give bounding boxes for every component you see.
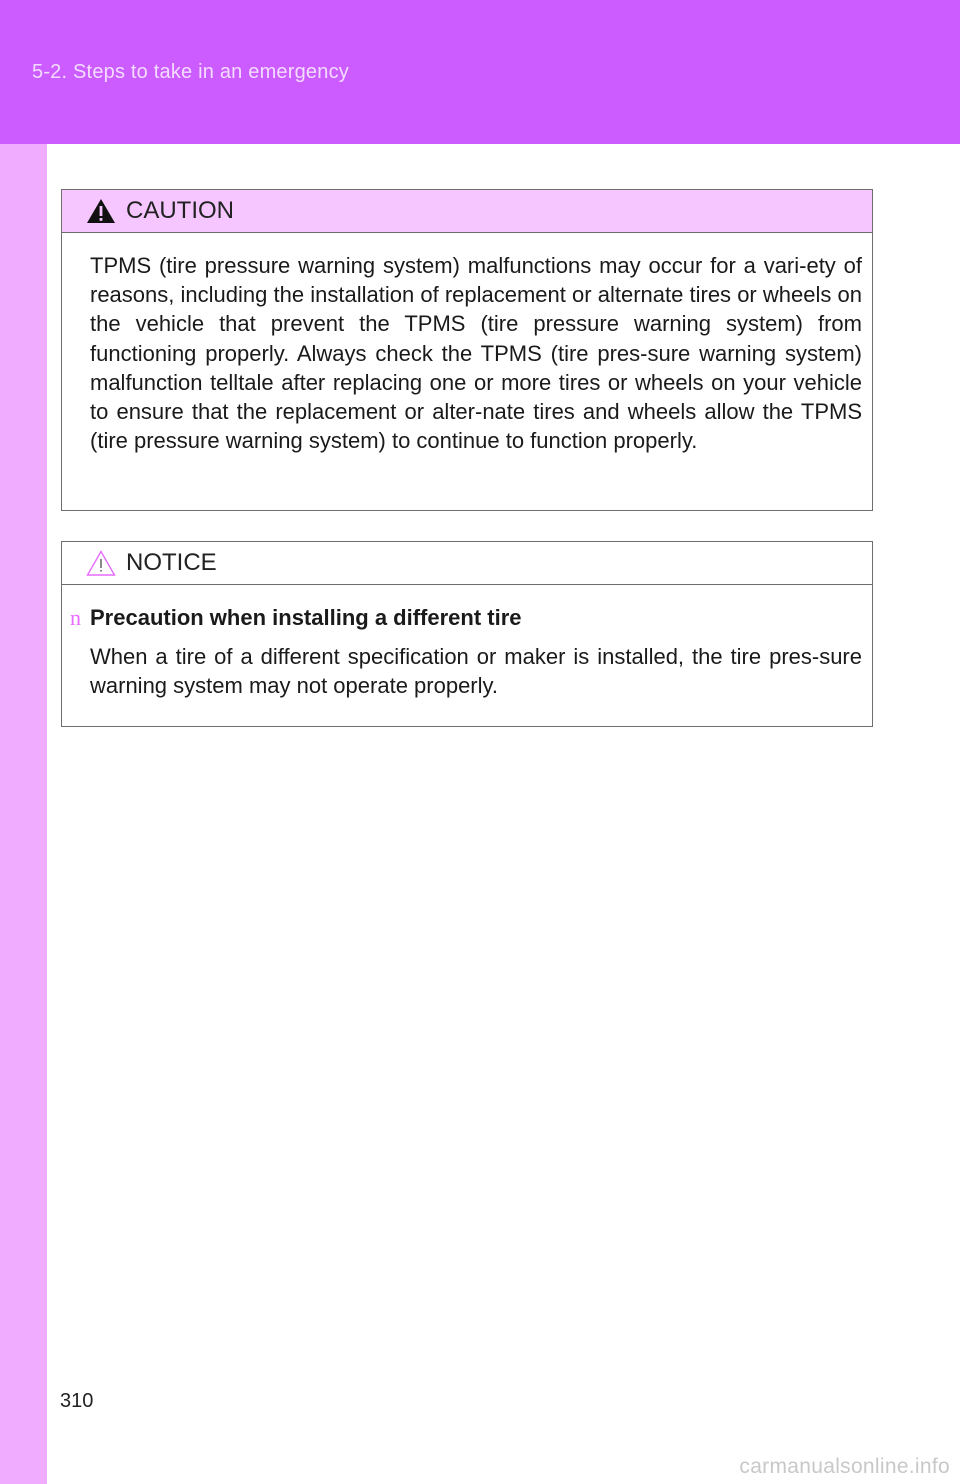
page-number: 310 [60, 1390, 94, 1412]
side-band [0, 144, 47, 1484]
warning-filled-icon [86, 198, 116, 224]
notice-heading: NOTICE [126, 549, 217, 576]
caution-header [62, 190, 872, 233]
section-label: 5-2. Steps to take in an emergency [32, 61, 349, 83]
notice-subtitle-text: Precaution when installing a different tire [90, 605, 522, 630]
notice-body: When a tire of a different specification or maker is installed, the tire pres-sure warning system may not operate properly. [90, 644, 862, 699]
notice-header [62, 542, 872, 585]
header-band [0, 0, 960, 144]
bullet-marker: n [70, 605, 81, 630]
caution-heading: CAUTION [126, 197, 234, 224]
notice-content [62, 585, 872, 700]
warning-outline-icon [86, 550, 116, 576]
watermark: carmanualsonline.info [739, 1455, 950, 1478]
caution-body: TPMS (tire pressure warning system) malfunctions may occur for a vari-ety of reasons, including the installation of replacement or alternate tires or wheels on the vehicle that prevent the TPMS (tire pressure warning system) from functioning properly. Always check the TPMS (tire pres-sure warning system) malfunction telltale after replacing one or more tires or wheels on your vehicle to ensure that the replacement or alter-nate tires and wheels allow the TPMS (tire pressure warning system) to continue to function properly. [90, 253, 862, 454]
notice-subtitle [70, 603, 862, 632]
notice-box [61, 541, 873, 727]
caution-box [61, 189, 873, 511]
